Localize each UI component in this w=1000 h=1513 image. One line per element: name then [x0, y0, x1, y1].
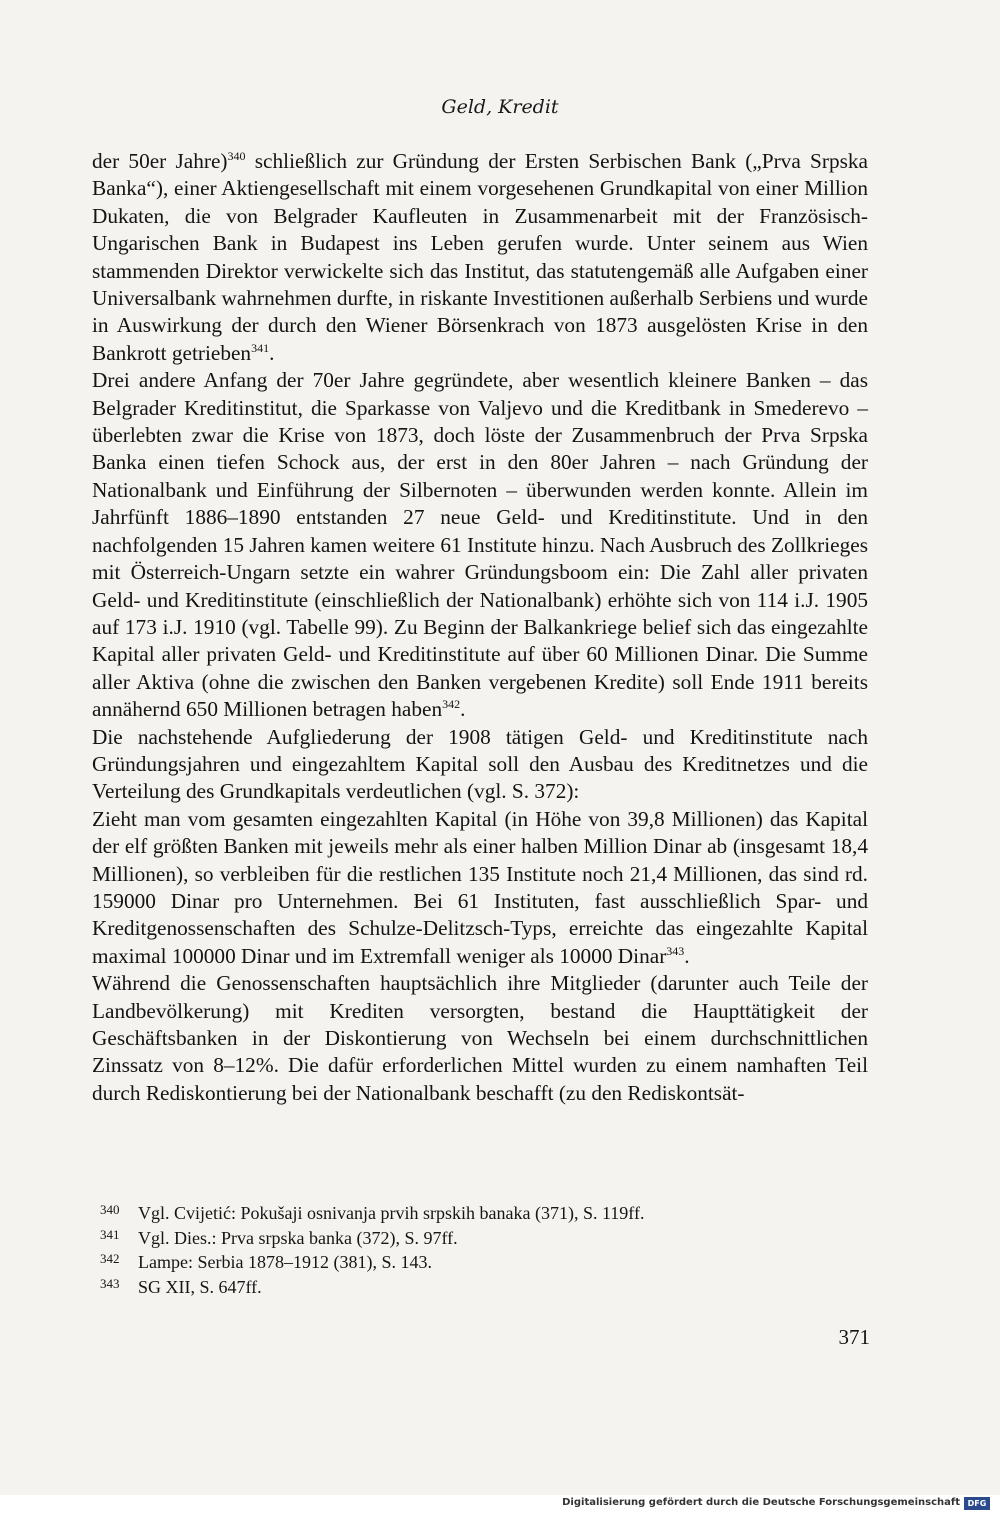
footnote	[100, 1275, 860, 1300]
page-number: 371	[838, 1325, 870, 1349]
paragraph	[92, 148, 868, 367]
footnote-ref-343[interactable]: 343	[666, 943, 685, 958]
footer-credit: Digitalisierung gefördert durch die Deutsche Forschungsgemeinschaft	[562, 1497, 960, 1508]
footnote-ref-342[interactable]: 342	[442, 697, 461, 712]
footnote	[100, 1226, 860, 1251]
text-run: .	[684, 943, 690, 968]
text-run: der 50er Jahre)	[92, 149, 228, 173]
dfg-logo-icon: DFG	[964, 1497, 990, 1510]
paragraph	[92, 367, 868, 723]
paragraph	[92, 806, 868, 970]
paragraph	[92, 970, 868, 1107]
footnotes	[100, 1201, 860, 1299]
footnote-number: 342	[100, 1251, 120, 1266]
paragraph	[92, 724, 868, 806]
text-run: .	[460, 697, 466, 722]
text-run: Drei andere Anfang der 70er Jahre gegründete, aber wesentlich kleinere Banken – das Belgrader Kreditinstitut, die Sparkasse von Valjevo und die Kreditbank in Smederevo – überlebten zwar die Krise von 1873, doch löste der Zusammenbruch der Prva Srpska Banka einen tiefen Schock aus, der erst in den 80er Jahren – nach Gründung der Nationalbank und Einführung der Silbernoten – überwunden werden konnte. Allein im Jahrfünft 1886–1890 entstanden 27 neue Geld- und Kreditinstitute. Und in den nachfolgenden 15 Jahren kamen weitere 61 Institute hinzu. Nach Ausbruch des Zollkrieges mit Österreich-Ungarn setzte ein wahrer Gründungsboom ein: Die Zahl aller privaten Geld- und Kreditinstitute (einschließlich der Nationalbank) erhöhte sich von 114 i.J. 1905 auf 173 i.J. 1910 (vgl. Tabelle 99). Zu Beginn der Balkankriege belief sich das eingezahlte Kapital aller privaten Geld- und Kreditinstitute auf über 60 Millionen Dinar. Die Summe aller Aktiva (ohne die zwischen den Banken vergebenen Kredite) soll Ende 1911 bereits annähernd 650 Millionen betragen haben	[92, 368, 868, 722]
footnote-ref-340[interactable]: 340	[227, 149, 246, 163]
text-run: schließlich zur Gründung der Ersten Serbischen Bank („Prva Srpska Banka“), einer Aktiengesellschaft mit einem vorgesehenen Grundkapital von einer Million Dukaten, die von Belgrader Kaufleuten in Zusammenarbeit mit der Französisch-Ungarischen Bank in Budapest ins Leben gerufen wurde. Unter seinem aus Wien stammenden Direktor verwickelte sich das Institut, das statutengemäß alle Aufgaben einer Universalbank wahrnehmen durfte, in riskante Investitionen außerhalb Serbiens und wurde in Auswirkung der durch den Wiener Börsenkrach von 1873 ausgelösten Krise in den Bankrott getrieben	[92, 149, 868, 365]
text-run: Während die Genossenschaften hauptsächlich ihre Mitglieder (darunter auch Teile der Landbevölkerung) mit Krediten versorgten, bestand die Haupttätigkeit der Geschäftsbanken in der Diskontierung von Wechseln bei einem durchschnittlichen Zinssatz von 8–12%. Die dafür erforderlichen Mittel wurden zu einem namhaften Teil durch Rediskontierung bei der Nationalbank beschafft (zu den Rediskontsät-	[92, 971, 868, 1105]
footnote-text: Vgl. Dies.: Prva srpska banka (372), S. 97ff.	[138, 1227, 458, 1248]
running-head: Geld, Kredit	[441, 96, 559, 118]
footnote	[100, 1201, 860, 1226]
footnote-text: Lampe: Serbia 1878–1912 (381), S. 143.	[138, 1252, 432, 1272]
footnote-text: Vgl. Cvijetić: Pokušaji osnivanja prvih srpskih banaka (371), S. 119ff.	[138, 1203, 645, 1223]
footnote-number: 340	[100, 1202, 120, 1217]
footnote	[100, 1250, 860, 1275]
body-text	[92, 148, 868, 1107]
footnote-number: 343	[100, 1275, 120, 1291]
footnote-number: 341	[100, 1226, 120, 1242]
text-run: Die nachstehende Aufgliederung der 1908 tätigen Geld- und Kreditinstitute nach Gründungsjahren und eingezahltem Kapital soll den Ausbau des Kreditnetzes und die Verteilung des Grundkapitals verdeutlichen (vgl. S. 372):	[92, 724, 868, 804]
footnote-text: SG XII, S. 647ff.	[138, 1276, 262, 1297]
text-run: Zieht man vom gesamten eingezahlten Kapital (in Höhe von 39,8 Millionen) das Kapital der elf größten Banken mit jeweils mehr als einer halben Million Dinar ab (insgesamt 18,4 Millionen), so verbleiben für die restlichen 135 Institute noch 21,4 Millionen, das sind rd. 159000 Dinar pro Unternehmen. Bei 61 Instituten, fast ausschließlich Spar- und Kreditgenossenschaften des Schulze-Delitzsch-Typs, erreichte das eingezahlte Kapital maximal 100000 Dinar und im Extremfall weniger als 10000 Dinar	[92, 806, 868, 968]
text-run: .	[269, 340, 275, 365]
footnote-ref-341[interactable]: 341	[251, 340, 270, 355]
